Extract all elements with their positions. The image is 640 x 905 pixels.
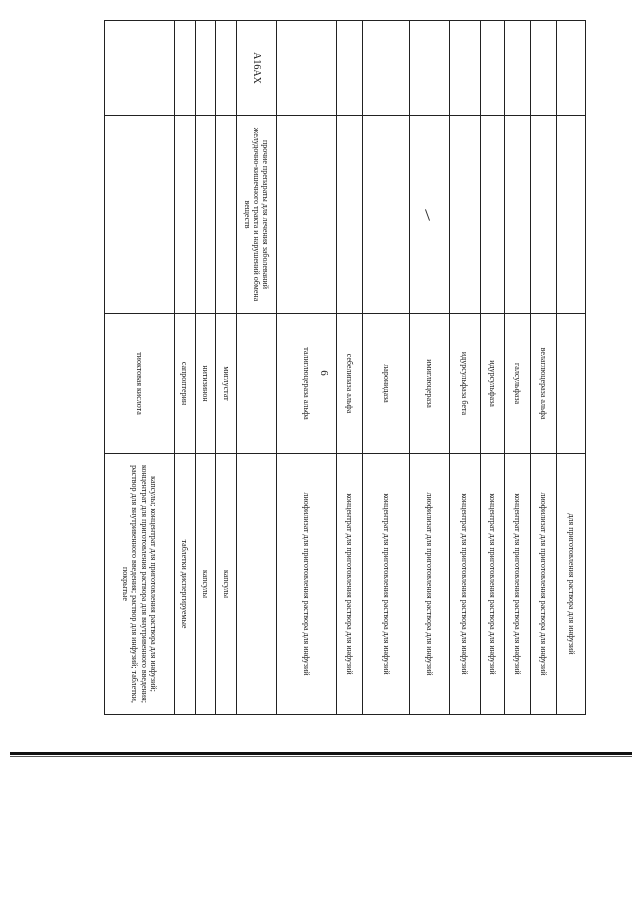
bottom-rule — [10, 752, 632, 755]
table-row — [363, 21, 410, 715]
atc-code-cell — [480, 21, 504, 116]
inn-cell: имиглюцераза — [410, 314, 450, 454]
group-cell — [174, 116, 195, 314]
group-cell — [504, 116, 530, 314]
group-cell: прочие препараты для лечения заболеваний желудочно-кишечного тракта и нарушений обмена веществ — [237, 116, 277, 314]
drug-table — [104, 20, 586, 715]
table-row — [480, 21, 504, 715]
table-row — [195, 21, 216, 715]
dosage-form-cell: концентрат для приготовления раствора для инфузий — [480, 454, 504, 715]
inn-cell: галсульфаза — [504, 314, 530, 454]
bottom-rule-thin — [10, 756, 632, 757]
dosage-form-cell — [237, 454, 277, 715]
dosage-form-cell: капсулы — [216, 454, 237, 715]
table-row — [410, 21, 450, 715]
group-cell — [195, 116, 216, 314]
table-row — [337, 21, 363, 715]
dosage-form-cell: лиофилизат для приготовления раствора для инфузий — [530, 454, 556, 715]
atc-code-cell — [449, 21, 480, 116]
atc-code-cell — [504, 21, 530, 116]
inn-cell: идурсульфаза — [480, 314, 504, 454]
atc-code-cell: A16AX — [237, 21, 277, 116]
atc-code-cell — [530, 21, 556, 116]
inn-cell: ларонидаза — [363, 314, 410, 454]
dosage-form-cell: концентрат для приготовления раствора для инфузий — [363, 454, 410, 715]
page-number: 6 — [318, 370, 330, 376]
group-cell — [216, 116, 237, 314]
table-container — [104, 20, 586, 714]
inn-cell: себелипаза альфа — [337, 314, 363, 454]
dosage-form-cell: концентрат для приготовления раствора для инфузий — [504, 454, 530, 715]
group-cell — [363, 116, 410, 314]
table-row — [276, 21, 336, 715]
pen-mark-icon — [425, 209, 430, 221]
atc-code-cell — [410, 21, 450, 116]
table-row — [237, 21, 277, 715]
inn-cell: велаглюцераза альфа — [530, 314, 556, 454]
group-cell — [410, 116, 450, 314]
inn-cell: тиоктовая кислота — [105, 314, 175, 454]
group-cell — [556, 116, 585, 314]
table-row — [216, 21, 237, 715]
group-cell — [276, 116, 336, 314]
dosage-form-cell: таблетки диспергируемые — [174, 454, 195, 715]
group-cell — [105, 116, 175, 314]
atc-code-cell — [276, 21, 336, 116]
group-cell — [530, 116, 556, 314]
group-cell — [337, 116, 363, 314]
dosage-form-cell: для приготовления раствора для инфузий — [556, 454, 585, 715]
atc-code-cell — [556, 21, 585, 116]
inn-cell: талиглюцераза альфа — [276, 314, 336, 454]
dosage-form-cell: лиофилизат для приготовления раствора для инфузий — [410, 454, 450, 715]
atc-code-cell — [337, 21, 363, 116]
dosage-form-cell: капсулы; концентрат для приготовления раствора для инфузий; концентрат для приготовления раствора для внутривенного введения; раствор для внутривенного введения; раствор для инфузий; таблетки, покрытые — [105, 454, 175, 715]
inn-cell — [237, 314, 277, 454]
inn-cell — [556, 314, 585, 454]
atc-code-cell — [105, 21, 175, 116]
table-row — [530, 21, 556, 715]
dosage-form-cell: концентрат для приготовления раствора для инфузий — [449, 454, 480, 715]
atc-code-cell — [216, 21, 237, 116]
atc-code-cell — [195, 21, 216, 116]
table-row — [556, 21, 585, 715]
group-cell — [480, 116, 504, 314]
dosage-form-cell: капсулы — [195, 454, 216, 715]
dosage-form-cell: лиофилизат для приготовления раствора для инфузий — [276, 454, 336, 715]
inn-cell: идурсульфаза бета — [449, 314, 480, 454]
table-row — [504, 21, 530, 715]
group-cell — [449, 116, 480, 314]
table-row — [449, 21, 480, 715]
atc-code-cell — [363, 21, 410, 116]
atc-code-cell — [174, 21, 195, 116]
inn-cell: сапроптерин — [174, 314, 195, 454]
dosage-form-cell: концентрат для приготовления раствора для инфузий — [337, 454, 363, 715]
inn-cell: нитизинон — [195, 314, 216, 454]
table-row — [174, 21, 195, 715]
inn-cell: миглустат — [216, 314, 237, 454]
table-row — [105, 21, 175, 715]
